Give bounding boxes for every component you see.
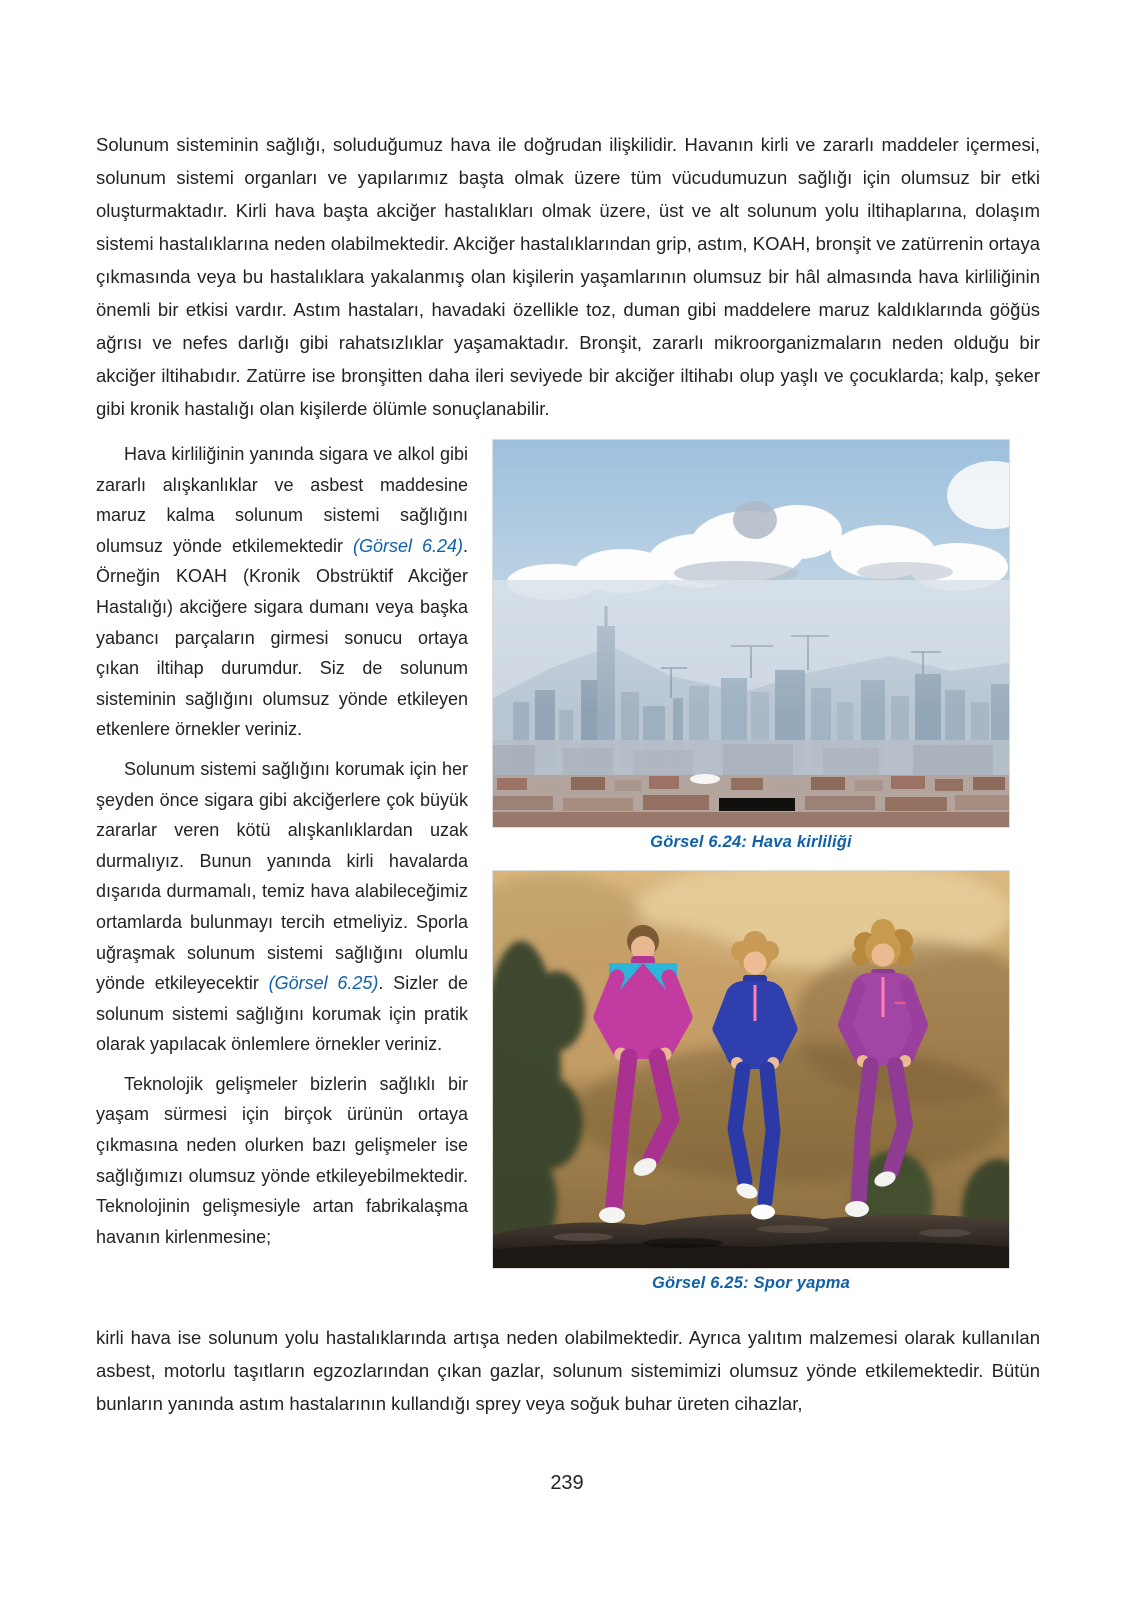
paragraph-text: . Sizler de solunum sistemi sağlığını korumak için pratik olarak yapılacak önlemlere örnekler veriniz. [96, 973, 468, 1055]
figure-624 [492, 439, 1010, 852]
two-column-section [96, 439, 1040, 1311]
paragraph-gorsel-624 [96, 439, 468, 745]
intro-paragraph: Solunum sisteminin sağlığı, soluduğumuz hava ile doğrudan ilişkilidir. Havanın kirli ve zararlı maddeler içermesi, solunum sistemi organları ve yapılarımız başta olmak üzere tüm vücudumuzun sağlığı için olumsuz bir etki oluşturmaktadır. Kirli hava başta akciğer hastalıkları olmak üzere, üst ve alt solunum yolu iltihaplarına, dolaşım sistemi hastalıklarına neden olabilmektedir. Akciğer hastalıklarından grip, astım, KOAH, bronşit ve zatürrenin ortaya çıkmasında veya bu hastalıklara yakalanmış olan kişilerin yaşamlarının olumsuz bir hâl almasında hava kirliliğinin önemli bir etkisi vardır. Astım hastaları, havadaki özellikle toz, duman gibi maddelere maruz kaldıklarında göğüs ağrısı ve nefes darlığı gibi rahatsızlıklar yaşamaktadır. Bronşit, zararlı mikroorganizmaların neden olduğu bir akciğer iltihabıdır. Zatürre ise bronşitten daha ileri seviyede bir akciğer iltihabı olup yaşlı ve çocuklarda; kalp, şeker gibi kronik hastalığı olan kişilerde ölümle sonuçlanabilir. [96, 134, 1040, 419]
figure-column [492, 439, 1010, 1311]
figure-reference-624: (Görsel 6.24) [352, 535, 463, 556]
paragraph-technology: Teknolojik gelişmeler bizlerin sağlıklı bir yaşam sürmesi için birçok ürünün ortaya çıkmasına neden olurken bazı gelişmeler ise sağlığımızı olumsuz yönde etkileyebilmektedir. Teknolojinin gelişmesiyle artan fabrikalaşma havanın kirlenmesine; [96, 1073, 468, 1247]
paragraph-text: . Örneğin KOAH (Kronik Obstrüktif Akciğer Hastalığı) akciğere sigara dumanı veya başka yabancı parçaların girmesi sonucu ortaya çıkan iltihap durumdur. Siz de solunum sisteminin sağlığını olumsuz yönde etkileyen etkenlere örnekler veriniz. [96, 535, 468, 740]
jogging-photo [492, 870, 1010, 1269]
outro-paragraph: kirli hava ise solunum yolu hastalıklarında artışa neden olabilmektedir. Ayrıca yalıtım malzemesi olarak kullanılan asbest, motorlu taşıtların egzozlarından çıkan gazlar, solunum sistemimizi olumsuz yönde etkilemektedir. Bütün bunların yanında astım hastalarının kullandığı sprey veya soğuk buhar üreten cihazlar, [96, 1327, 1040, 1414]
paragraph-text: Hava kirliliğinin yanında sigara ve alkol gibi zararlı alışkanlıklar ve asbest maddesine maruz kalma solunum sistemi sağlığını olumsuz yönde etkilemektedir [96, 444, 468, 556]
page-content [96, 128, 1040, 1420]
figure-625-caption: Görsel 6.25: Spor yapma [651, 1274, 851, 1292]
figure-625 [492, 870, 1010, 1293]
paragraph-gorsel-625 [96, 754, 468, 1060]
rooftop-band [493, 774, 1009, 827]
joggers-illustration [493, 871, 1009, 1268]
page-number: 239 [550, 1472, 584, 1494]
haze-overlay [493, 580, 1009, 710]
paragraph-text: Solunum sistemi sağlığını korumak için her şeyden önce sigara gibi akciğerlere çok büyük zararlar veren kötü alışkanlıklardan uzak durmalıyız. Bunun yanında kirli havalarda dışarıda durmamalı, temiz hava alabileceğimiz ortamlarda bulunmayı tercih etmeliyiz. Sporla uğraşmak solunum sistemi sağlığını olumlu yönde etkileyecektir [96, 758, 468, 994]
left-text-column [96, 439, 468, 1261]
figure-624-caption: Görsel 6.24: Hava kirliliği [650, 833, 852, 851]
smog-city-illustration [493, 440, 1009, 827]
air-pollution-photo [492, 439, 1010, 828]
figure-reference-625: (Görsel 6.25) [268, 973, 379, 994]
